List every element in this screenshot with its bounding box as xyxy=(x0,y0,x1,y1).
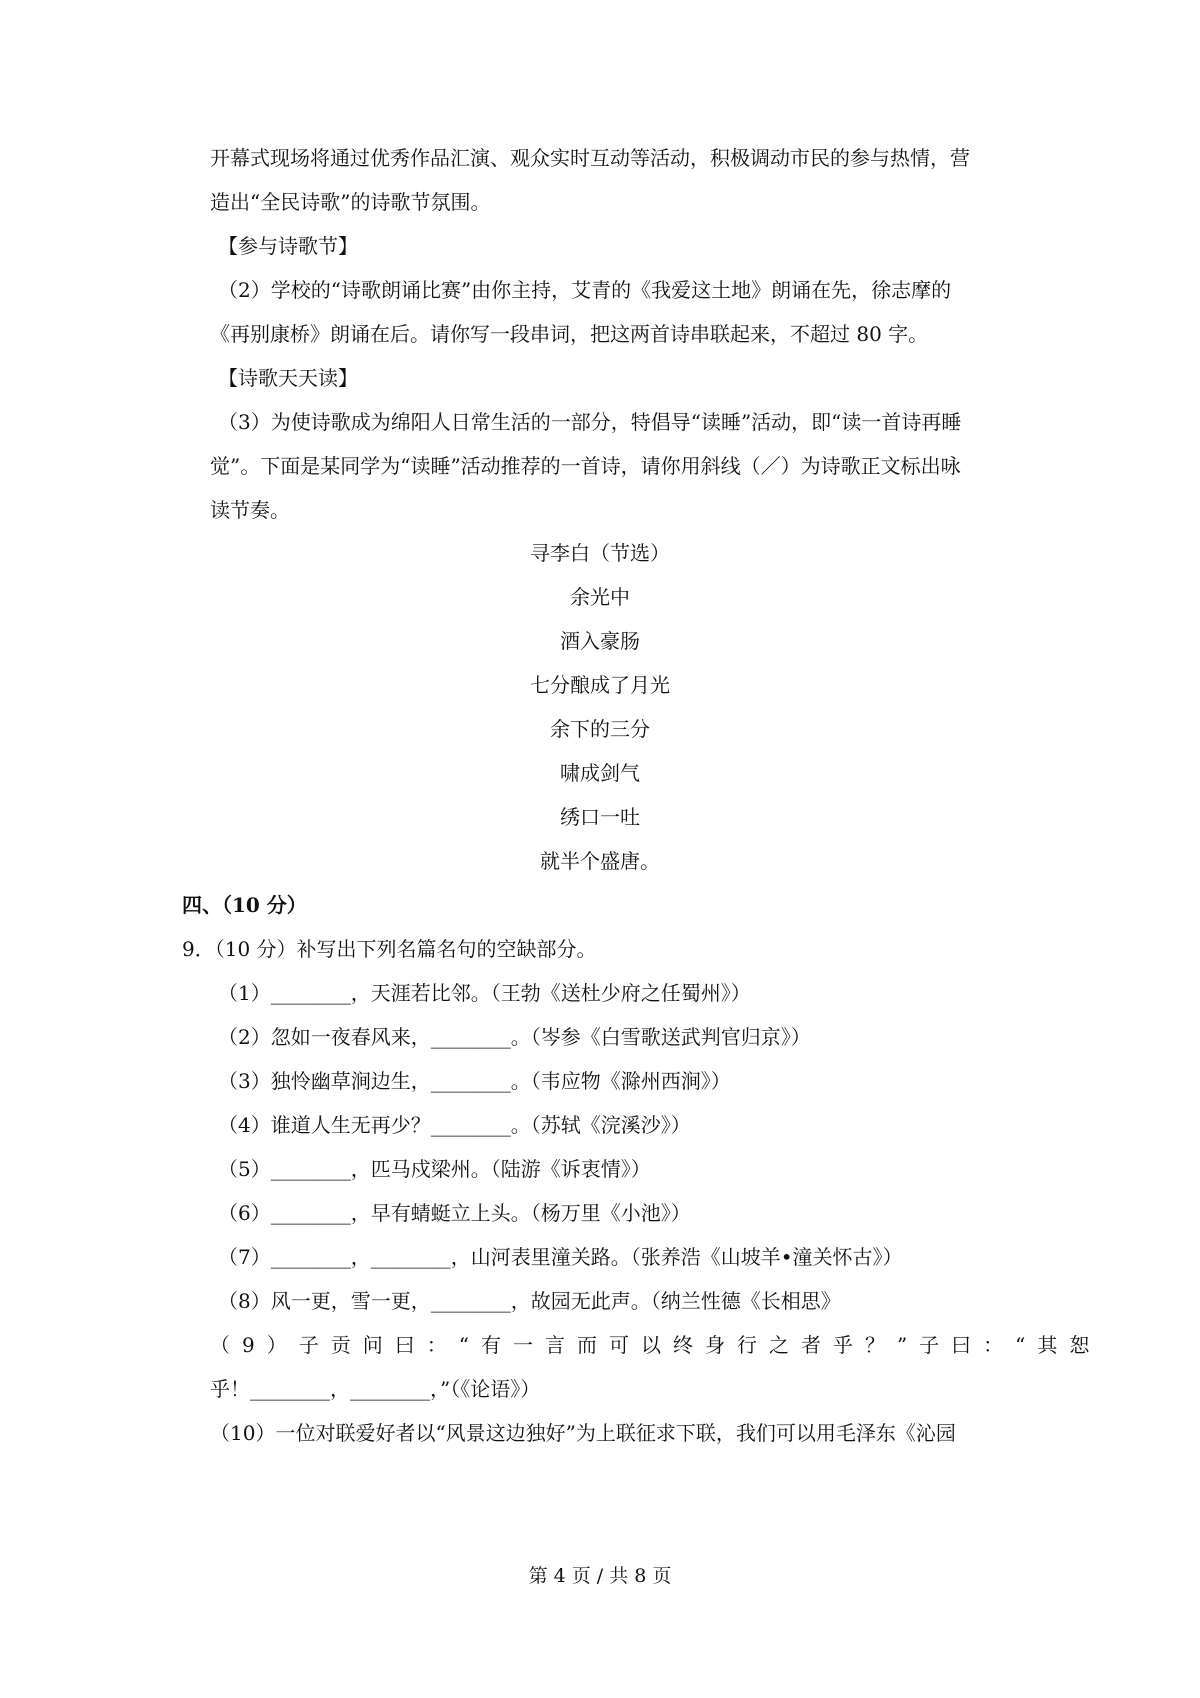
paragraph-line: 开幕式现场将通过优秀作品汇演、观众实时互动等活动，积极调动市民的参与热情，营 xyxy=(210,146,970,170)
section-subheading: 【诗歌天天读】 xyxy=(218,366,358,390)
fill-blank-item: （1）________，天涯若比邻。（王勃《送杜少府之任蜀州》） xyxy=(218,981,751,1005)
poem-line: 啸成剑气 xyxy=(560,761,640,785)
fill-blank-item: （7）________，________，山河表里潼关路。（张养浩《山坡羊•潼关怀古》） xyxy=(218,1245,903,1269)
section-heading: 四、（10 分） xyxy=(182,893,307,917)
poem-line: 余下的三分 xyxy=(550,717,650,741)
poem-title: 寻李白（节选） xyxy=(530,541,670,565)
section-subheading: 【参与诗歌节】 xyxy=(218,234,358,258)
question-line: 觉”。下面是某同学为“读睡”活动推荐的一首诗，请你用斜线（／）为诗歌正文标出咏 xyxy=(210,454,961,478)
paragraph-line: 造出“全民诗歌”的诗歌节氛围。 xyxy=(210,190,491,214)
fill-blank-item: （6）________，早有蜻蜓立上头。（杨万里《小池》） xyxy=(218,1201,691,1225)
question-line: （3）为使诗歌成为绵阳人日常生活的一部分，特倡导“读睡”活动，即“读一首诗再睡 xyxy=(218,410,962,434)
fill-blank-item: （4）谁道人生无再少？________。（苏轼《浣溪沙》） xyxy=(218,1113,691,1137)
poem-line: 绣口一吐 xyxy=(560,805,640,829)
question-stem: 9．（10 分）补写出下列名篇名句的空缺部分。 xyxy=(182,937,597,961)
fill-blank-item: （9）子贡问曰：“有一言而可以终身行之者乎？”子曰：“其恕 xyxy=(210,1333,1102,1357)
question-line: （2）学校的“诗歌朗诵比赛”由你主持，艾青的《我爱这土地》朗诵在先，徐志摩的 xyxy=(218,278,952,302)
fill-blank-item: （3）独怜幽草涧边生，________。（韦应物《滁州西涧》） xyxy=(218,1069,731,1093)
question-line: 读节奏。 xyxy=(210,498,290,522)
poem-line: 就半个盛唐。 xyxy=(540,849,660,873)
poem-line: 七分酿成了月光 xyxy=(530,673,670,697)
fill-blank-item: （8）风一更，雪一更，________，故园无此声。（纳兰性德《长相思》 xyxy=(218,1289,841,1313)
poem-line: 酒入豪肠 xyxy=(560,629,640,653)
poem-author: 余光中 xyxy=(570,585,630,609)
fill-blank-item: （5）________，匹马戍梁州。（陆游《诉衷情》） xyxy=(218,1157,651,1181)
question-line: 《再别康桥》朗诵在后。请你写一段串词，把这两首诗串联起来，不超过 80 字。 xyxy=(210,322,929,346)
fill-blank-item: （2）忽如一夜春风来，________。（岑参《白雪歌送武判官归京》） xyxy=(218,1025,811,1049)
fill-blank-item: （10）一位对联爱好者以“风景这边独好”为上联征求下联，我们可以用毛泽东《沁园 xyxy=(210,1421,956,1445)
page-footer: 第 4 页 / 共 8 页 xyxy=(528,1565,672,1587)
fill-blank-item: 乎！________，________，”（《论语》） xyxy=(210,1377,541,1401)
